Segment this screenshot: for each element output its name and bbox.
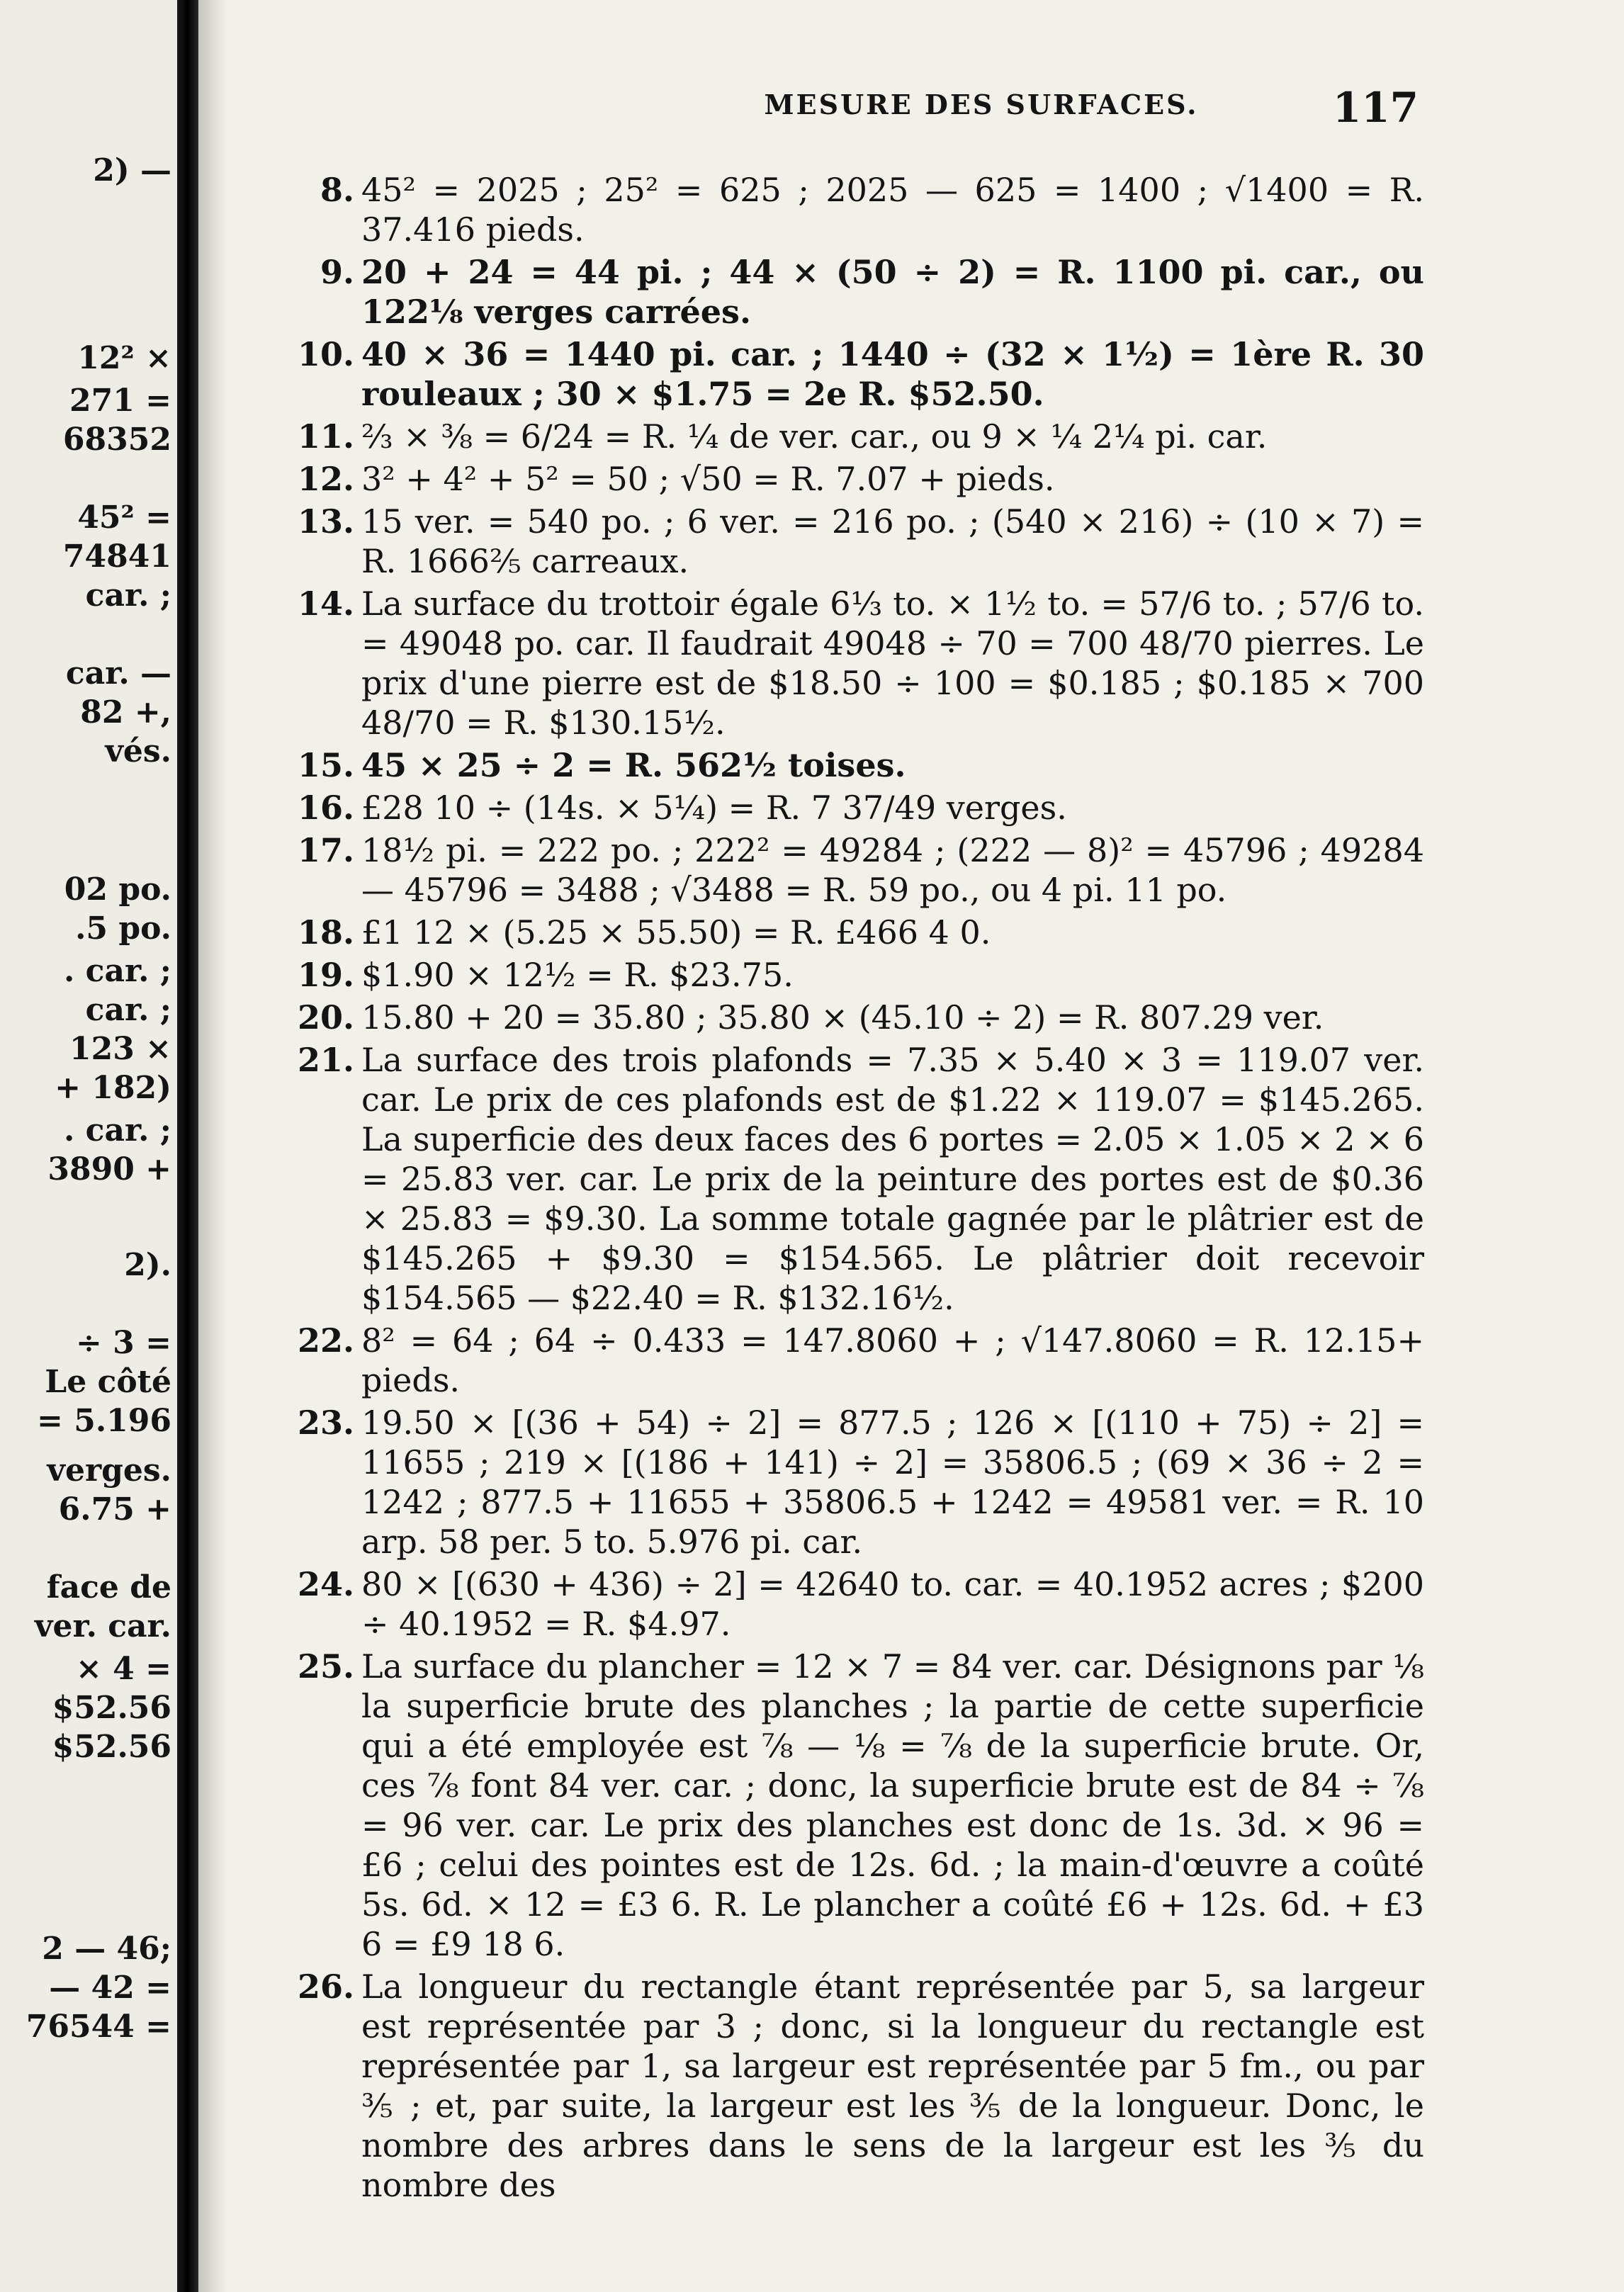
- solution-number: 17.: [297, 831, 354, 869]
- left-margin-fragment: 2 — 46;: [42, 1931, 171, 1967]
- left-margin-fragment: Le côté: [45, 1364, 171, 1400]
- left-margin-fragment: $52.56: [52, 1690, 171, 1726]
- solution-number: 19.: [297, 956, 354, 994]
- book-binding: [177, 0, 198, 2292]
- left-margin-fragment: face de: [46, 1569, 171, 1605]
- solution-text: La surface des trois plafonds = 7.35 × 5.40 × 3 = 119.07 ver. car. Le prix de ces plafonds est de $1.22 × 119.07 = $145.265. La superficie des deux faces des 6 portes = 2.05 × 1.05 × 2 × 6 = 25.83 ver. car. Le prix de la peinture des portes est de $0.36 × 25.83 = $9.30. La somme totale gagnée par le plâtrier est de $145.265 + $9.30 = $154.565. Le plâtrier doit recevoir $154.565 — $22.40 = R. $132.16½.: [361, 1041, 1424, 1317]
- page-number: 117: [1332, 84, 1419, 132]
- solution-number: 25.: [297, 1647, 354, 1686]
- left-margin-fragment: 74841: [62, 538, 171, 575]
- left-margin-fragment: + 182): [55, 1070, 171, 1106]
- left-margin-fragment: car. ;: [85, 577, 171, 614]
- solution-number: 18.: [297, 913, 354, 952]
- running-head: MESURE DES SURFACES.: [764, 89, 1199, 120]
- left-margin-fragment: 3890 +: [47, 1151, 171, 1187]
- solution-text: £1 12 × (5.25 × 55.50) = R. £466 4 0.: [361, 913, 991, 952]
- gutter-shadow: [198, 0, 227, 2292]
- solution-text: 3² + 4² + 5² = 50 ; √50 = R. 7.07 + pieds.: [361, 460, 1055, 498]
- left-margin-fragment: ÷ 3 =: [76, 1325, 171, 1361]
- solution-text: 8² = 64 ; 64 ÷ 0.433 = 147.8060 + ; √147.8060 = R. 12.15+ pieds.: [361, 1321, 1424, 1399]
- left-margin-fragment: 02 po.: [64, 871, 171, 908]
- solution-number: 23.: [297, 1404, 354, 1442]
- solution-text: 20 + 24 = 44 pi. ; 44 × (50 ÷ 2) = R. 1100 pi. car., ou 122⅛ verges carrées.: [361, 253, 1424, 331]
- left-margin-fragment: .5 po.: [75, 910, 171, 947]
- solution-item: [276, 334, 1424, 414]
- solution-text: $1.90 × 12½ = R. $23.75.: [361, 956, 794, 994]
- left-margin-fragment: 82 +,: [80, 694, 171, 730]
- solution-number: 14.: [297, 585, 354, 623]
- solution-item: [276, 788, 1424, 828]
- left-margin-fragment: vés.: [105, 733, 171, 769]
- book-page: [227, 0, 1624, 2292]
- left-margin-fragment: = 5.196: [37, 1403, 171, 1439]
- solution-text: 15.80 + 20 = 35.80 ; 35.80 × (45.10 ÷ 2) = R. 807.29 ver.: [361, 998, 1324, 1037]
- solution-item: [276, 584, 1424, 743]
- solution-text: 80 × [(630 + 436) ÷ 2] = 42640 to. car. = 40.1952 acres ; $200 ÷ 40.1952 = R. $4.97.: [361, 1565, 1424, 1643]
- left-margin-fragment: 6.75 +: [58, 1491, 171, 1528]
- left-margin-fragment: verges.: [47, 1452, 171, 1489]
- left-margin-fragment: $52.56: [52, 1729, 171, 1765]
- solution-item: [276, 502, 1424, 581]
- left-margin-fragment: 123 ×: [69, 1031, 171, 1067]
- solution-text: £28 10 ÷ (14s. × 5¼) = R. 7 37/49 verges.: [361, 789, 1067, 827]
- left-margin-fragment: 2) —: [93, 152, 171, 188]
- solutions-list: [276, 170, 1424, 2208]
- solution-item: [276, 1321, 1424, 1400]
- solution-text: 18½ pi. = 222 po. ; 222² = 49284 ; (222 — 8)² = 45796 ; 49284 — 45796 = 3488 ; √3488 = R. 59 po., ou 4 pi. 11 po.: [361, 831, 1424, 909]
- left-margin-fragment: — 42 =: [49, 1970, 171, 2006]
- solution-item: [276, 252, 1424, 332]
- solution-number: 15.: [297, 746, 354, 784]
- solution-number: 10.: [297, 335, 354, 373]
- solution-item: [276, 955, 1424, 995]
- solution-item: [276, 1647, 1424, 1964]
- solution-text: 45² = 2025 ; 25² = 625 ; 2025 — 625 = 1400 ; √1400 = R. 37.416 pieds.: [361, 171, 1424, 249]
- solution-number: 21.: [297, 1041, 354, 1079]
- solution-item: [276, 1403, 1424, 1562]
- solution-item: [276, 830, 1424, 910]
- solution-number: 16.: [297, 789, 354, 827]
- solution-number: 24.: [297, 1565, 354, 1603]
- adjacent-page-margin: [0, 0, 177, 2292]
- solution-text: La longueur du rectangle étant représentée par 5, sa largeur est représentée par 3 ; donc, si la longueur du rectangle est représentée par 1, sa largeur est représentée par 5 fm., ou par ⅗ ; et, par suite, la largeur est les ⅗ de la longueur. Donc, le nombre des arbres dans le sens de la largeur est les ⅗ du nombre des: [361, 1968, 1424, 2204]
- left-margin-fragment: × 4 =: [76, 1651, 171, 1687]
- solution-item: [276, 459, 1424, 499]
- solution-item: [276, 745, 1424, 785]
- left-margin-fragment: car. ;: [85, 992, 171, 1028]
- solution-text: La surface du plancher = 12 × 7 = 84 ver. car. Désignons par ⅛ la superficie brute des planches ; la partie de cette superficie qui a été employée est ⅞ — ⅛ = ⅞ de la superficie brute. Or, ces ⅞ font 84 ver. car. ; donc, la superficie brute est de 84 ÷ ⅞ = 96 ver. car. Le prix des planches est donc de 1s. 3d. × 96 = £6 ; celui des pointes est de 12s. 6d. ; la main-d'œuvre a coûté 5s. 6d. × 12 = £3 6. R. Le plancher a coûté £6 + 12s. 6d. + £3 6 = £9 18 6.: [361, 1647, 1424, 1963]
- left-margin-fragment: 271 =: [69, 383, 171, 419]
- left-margin-fragment: 45² =: [77, 499, 171, 536]
- solution-item: [276, 170, 1424, 249]
- solution-text: 19.50 × [(36 + 54) ÷ 2] = 877.5 ; 126 × [(110 + 75) ÷ 2] = 11655 ; 219 × [(186 + 141) ÷ 2] = 35806.5 ; (69 × 36 ÷ 2 = 1242 ; 877.5 + 11655 + 35806.5 + 1242 = 49581 ver. = R. 10 arp. 58 per. 5 to. 5.976 pi. car.: [361, 1404, 1424, 1561]
- solution-text: La surface du trottoir égale 6⅓ to. × 1½ to. = 57/6 to. ; 57/6 to. = 49048 po. car. Il faudrait 49048 ÷ 70 = 700 48/70 pierres. Le prix d'une pierre est de $18.50 ÷ 100 = $0.185 ; $0.185 × 700 48/70 = R. $130.15½.: [361, 585, 1424, 742]
- left-margin-fragment: 68352: [62, 422, 171, 458]
- solution-number: 26.: [297, 1968, 354, 2006]
- left-margin-fragment: 2).: [124, 1247, 171, 1283]
- solution-item: [276, 1564, 1424, 1644]
- left-margin-fragment: ver. car.: [34, 1608, 171, 1644]
- solution-item: [276, 998, 1424, 1037]
- left-margin-fragment: . car. ;: [64, 953, 171, 989]
- solution-item: [276, 1967, 1424, 2205]
- left-margin-fragment: . car. ;: [64, 1112, 171, 1148]
- solution-text: 40 × 36 = 1440 pi. car. ; 1440 ÷ (32 × 1½) = 1ère R. 30 rouleaux ; 30 × $1.75 = 2e R. $52.50.: [361, 335, 1424, 413]
- solution-number: 13.: [297, 502, 354, 541]
- solution-number: 22.: [297, 1321, 354, 1360]
- left-margin-fragment: 12² ×: [77, 340, 171, 376]
- solution-number: 8.: [320, 171, 354, 209]
- solution-text: 15 ver. = 540 po. ; 6 ver. = 216 po. ; (540 × 216) ÷ (10 × 7) = R. 1666⅖ carreaux.: [361, 502, 1424, 580]
- solution-number: 9.: [320, 253, 354, 291]
- solution-item: [276, 1040, 1424, 1318]
- solution-text: ⅔ × ⅜ = 6/24 = R. ¼ de ver. car., ou 9 × ¼ 2¼ pi. car.: [361, 417, 1268, 456]
- solution-number: 12.: [297, 460, 354, 498]
- solution-text: 45 × 25 ÷ 2 = R. 562½ toises.: [361, 746, 906, 784]
- solution-number: 11.: [297, 417, 354, 456]
- solution-item: [276, 913, 1424, 952]
- left-margin-fragment: car. —: [65, 655, 171, 691]
- solution-item: [276, 417, 1424, 456]
- solution-number: 20.: [297, 998, 354, 1037]
- left-margin-fragment: 76544 =: [26, 2009, 171, 2045]
